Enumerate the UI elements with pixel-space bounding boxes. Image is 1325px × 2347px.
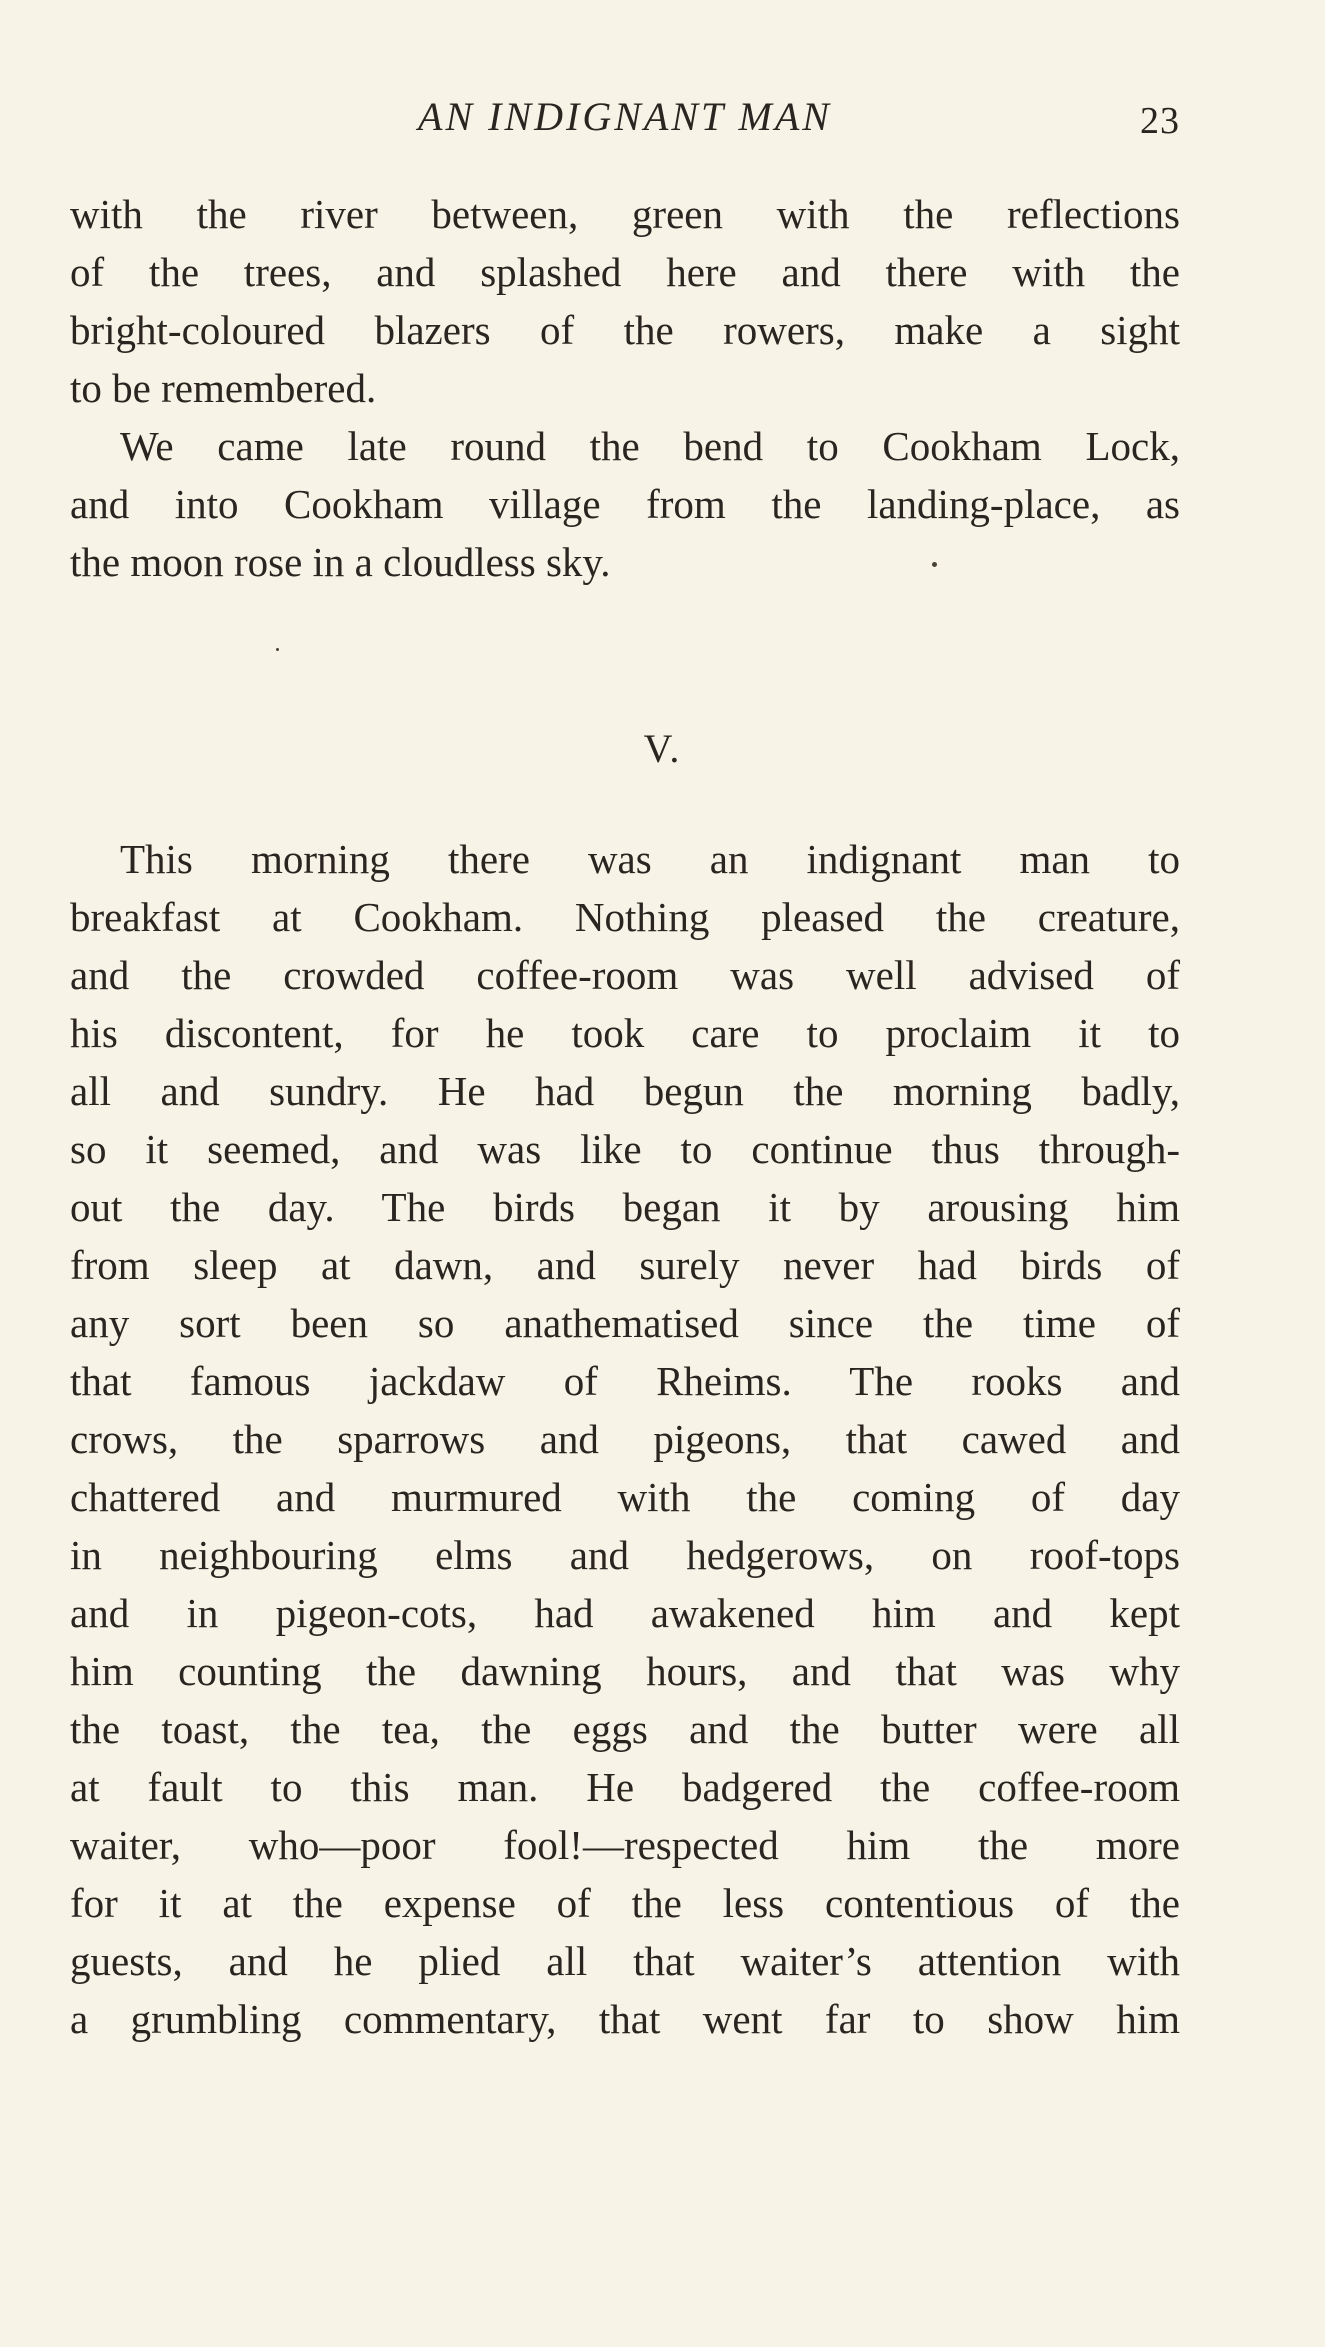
text-line: and into Cookham village from the landing-place, as <box>70 481 1180 527</box>
text-line: his discontent, for he took care to proclaim it to <box>70 1010 1180 1056</box>
text-line: chattered and murmured with the coming of day <box>70 1474 1180 1520</box>
text-line: waiter, who—poor fool!—respected him the more <box>70 1822 1180 1868</box>
text-line: for it at the expense of the less contentious of the <box>70 1880 1180 1926</box>
text-line: in neighbouring elms and hedgerows, on roof-tops <box>70 1532 1180 1578</box>
text-line: from sleep at dawn, and surely never had birds of <box>70 1242 1180 1288</box>
text-line: and the crowded coffee-room was well advised of <box>70 952 1180 998</box>
text-line: a grumbling commentary, that went far to show him <box>70 1996 1180 2042</box>
print-speck <box>276 648 279 651</box>
text-line: all and sundry. He had begun the morning badly, <box>70 1068 1180 1114</box>
paragraph-1 <box>70 185 1180 417</box>
text-line: at fault to this man. He badgered the coffee-room <box>70 1764 1180 1810</box>
text-line: with the river between, green with the reflections <box>70 191 1180 237</box>
text-line: out the day. The birds began it by arousing him <box>70 1184 1180 1230</box>
text-line: any sort been so anathematised since the time of <box>70 1300 1180 1346</box>
paragraph-2 <box>70 417 1180 591</box>
page-number: 23 <box>1140 100 1180 142</box>
text-line: to be remembered. <box>70 365 377 411</box>
text-block-top <box>70 185 1180 591</box>
text-line: the toast, the tea, the eggs and the butter were all <box>70 1706 1180 1752</box>
text-line: breakfast at Cookham. Nothing pleased the creature, <box>70 894 1180 940</box>
text-line: the moon rose in a cloudless sky. <box>70 539 611 585</box>
print-speck <box>932 562 937 567</box>
text-line: bright-coloured blazers of the rowers, make a sight <box>70 307 1180 353</box>
text-line: This morning there was an indignant man to <box>120 836 1180 882</box>
section-numeral: V. <box>643 726 682 771</box>
text-line: We came late round the bend to Cookham Lock, <box>120 423 1180 469</box>
text-line: and in pigeon-cots, had awakened him and kept <box>70 1590 1180 1636</box>
text-block-bottom <box>70 830 1180 2048</box>
paragraph-3 <box>70 830 1180 2048</box>
text-line: crows, the sparrows and pigeons, that cawed and <box>70 1416 1180 1462</box>
text-line: so it seemed, and was like to continue thus through- <box>70 1126 1180 1172</box>
text-line: guests, and he plied all that waiter’s attention with <box>70 1938 1180 1984</box>
running-head <box>70 92 1180 142</box>
text-line: him counting the dawning hours, and that was why <box>70 1648 1180 1694</box>
text-line: of the trees, and splashed here and there with the <box>70 249 1180 295</box>
running-title: AN INDIGNANT MAN <box>418 94 832 139</box>
text-line: that famous jackdaw of Rheims. The rooks and <box>70 1358 1180 1404</box>
